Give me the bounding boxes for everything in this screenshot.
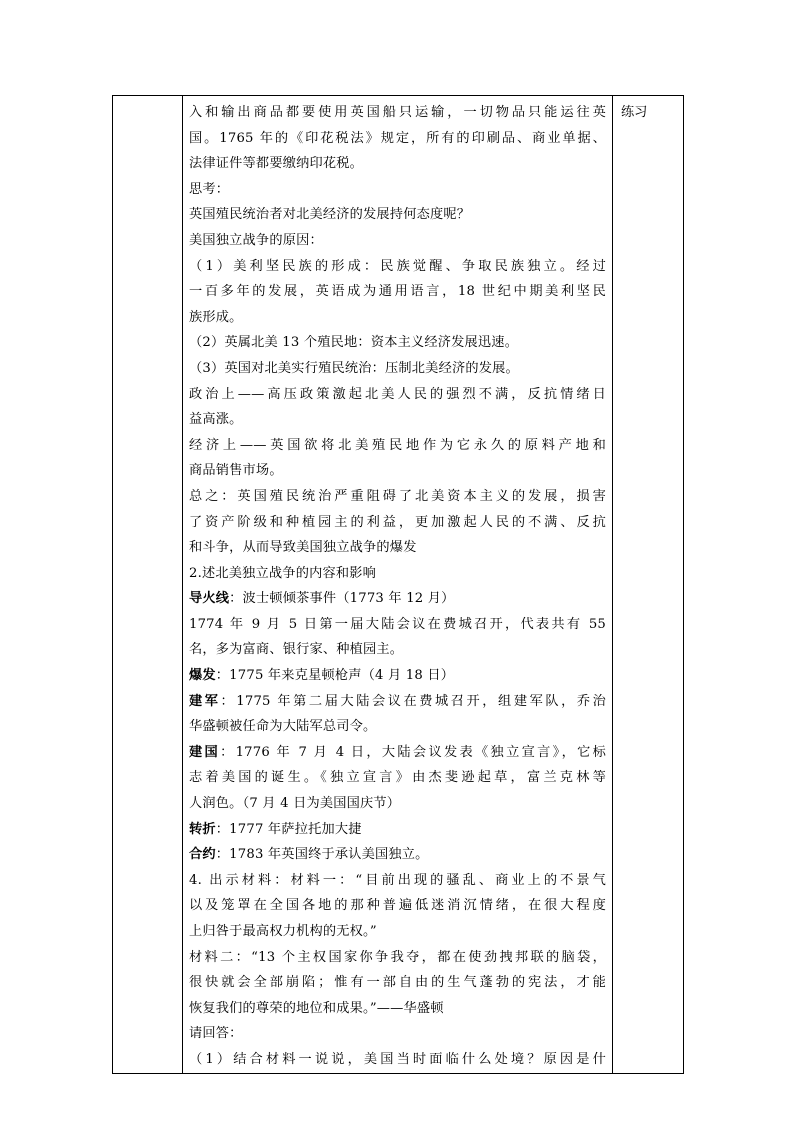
content-column-cell [183, 96, 613, 1074]
content-line: 商品销售市场。 [189, 463, 283, 479]
content-line: 1774 年 9 月 5 日第一届大陆会议在费城召开，代表共有 55 [189, 616, 606, 632]
content-line: 华盛顿被任命为大陆军总司令。 [189, 719, 377, 735]
event-treaty [189, 842, 606, 868]
content-line: 经济上——英国欲将北美殖民地作为它永久的原料产地和 [189, 437, 606, 453]
event-label: 建军 [189, 693, 221, 709]
content-line: （1）结合材料一说说，美国当时面临什么处境？原因是什 [189, 1051, 606, 1067]
content-line: 思考： [189, 181, 230, 197]
content-line: 请回答： [189, 1026, 243, 1042]
content-line: 族形成。 [189, 309, 243, 325]
event-army [189, 689, 606, 715]
content-line: 一百多年的发展，英语成为通用语言，18 世纪中期美利坚民 [189, 284, 606, 300]
event-label: 合约 [189, 847, 216, 863]
content-line: 政治上——高压政策激起北美人民的强烈不满，反抗情绪日 [189, 386, 606, 402]
content-line: 志着美国的诞生。《独立宣言》由杰斐逊起草，富兰克林等 [189, 770, 606, 786]
content-line: 上归咎于最高权力机构的无权。” [189, 924, 377, 939]
content-line: 法律证件等都要缴纳印花税。 [189, 156, 364, 172]
event-turn [189, 817, 606, 843]
content-line: 名，多为富商、银行家、种植园主。 [189, 642, 404, 658]
content-line: 材料二：“13 个主权国家你争我夺，都在使劲拽邦联的脑袋， [189, 949, 606, 965]
content-line: 4. 出示材料：材料一：“目前出现的骚乱、商业上的不景气 [189, 872, 606, 888]
lesson-content [183, 96, 612, 1073]
practice-label: 练习 [621, 105, 648, 120]
event-outbreak [189, 663, 606, 689]
content-line: 和斗争，从而导致美国独立战争的爆发 [189, 540, 417, 556]
lesson-plan-table [112, 95, 684, 1074]
left-column-cell [113, 96, 183, 1074]
content-line: 英国殖民统治者对北美经济的发展持何态度呢？ [189, 207, 471, 223]
event-label: 建国 [189, 744, 221, 760]
content-line: 了资产阶级和种植园主的利益，更加激起人民的不满、反抗 [189, 514, 606, 530]
event-text: ：1775 年第二届大陆会议在费城召开，组建军队，乔治 [220, 693, 606, 709]
content-line: （1）美利坚民族的形成：民族觉醒、争取民族独立。经过 [189, 258, 606, 274]
event-fuse [189, 586, 606, 612]
content-line: 恢复我们的尊荣的地位和成果。”——华盛顿 [189, 1000, 444, 1016]
event-nation [189, 740, 606, 766]
content-line: 很快就会全部崩陷；惟有一部自由的生气蓬勃的宪法，才能 [189, 975, 606, 991]
event-label: 爆发 [189, 668, 216, 684]
event-text: ：波士顿倾茶事件（1773 年 12 月） [229, 591, 455, 607]
content-line: 2.述北美独立战争的内容和影响 [189, 565, 377, 581]
event-text: ：1776 年 7 月 4 日，大陆会议发表《独立宣言》，它标 [220, 744, 607, 760]
event-label: 转折 [189, 821, 216, 837]
content-line: 总之：英国殖民统治严重阻碍了北美资本主义的发展，损害 [189, 488, 606, 504]
event-label: 导火线 [189, 591, 230, 607]
table-row [113, 96, 684, 1074]
event-text: ：1783 年英国终于承认美国独立。 [215, 847, 429, 863]
right-column-cell [613, 96, 684, 1074]
content-line: （2）英属北美 13 个殖民地：资本主义经济发展迅速。 [189, 335, 519, 351]
event-text: ：1775 年来克星顿枪声（4 月 18 日） [215, 668, 455, 684]
content-line: 美国独立战争的原因： [189, 232, 323, 248]
content-line: 入和输出商品都要使用英国船只运输，一切物品只能运往英 [189, 105, 606, 120]
content-line: 人润色。（7 月 4 日为美国国庆节） [189, 796, 401, 812]
content-line: 以及笼罩在全国各地的那种普遍低迷消沉情绪，在很大程度 [189, 898, 606, 914]
content-line: （3）英国对北美实行殖民统治：压制北美经济的发展。 [189, 360, 519, 376]
content-line: 益高涨。 [189, 412, 243, 428]
event-text: ：1777 年萨拉托加大捷 [215, 821, 362, 837]
content-line: 国。1765 年的《印花税法》规定，所有的印刷品、商业单据、 [189, 130, 606, 146]
